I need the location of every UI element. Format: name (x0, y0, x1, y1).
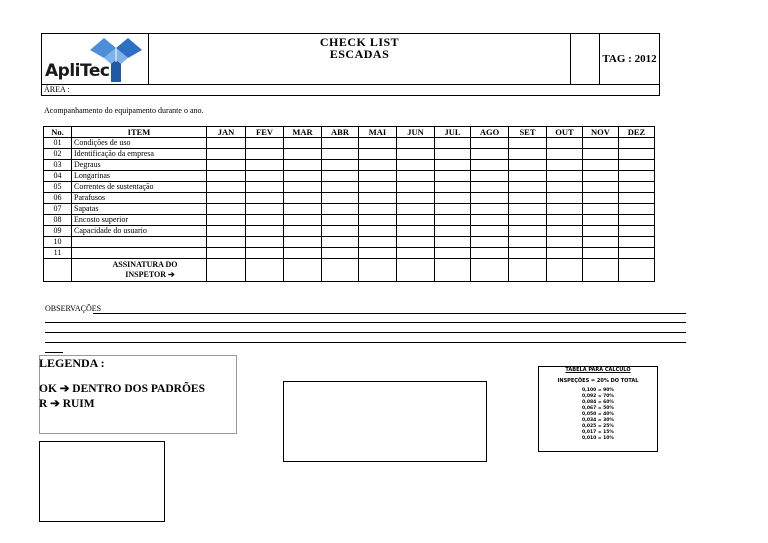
signature-blank (44, 259, 72, 282)
month-check-cell[interactable] (619, 215, 655, 226)
table-row (44, 182, 655, 193)
month-check-cell[interactable] (284, 171, 322, 182)
month-check-cell[interactable] (509, 204, 547, 215)
signature-label-line1: ASSINATURA DO (112, 260, 178, 269)
signature-cell[interactable] (322, 259, 359, 282)
table-row (44, 149, 655, 160)
month-check-cell[interactable] (207, 160, 246, 171)
month-check-cell[interactable] (547, 226, 583, 237)
row-item (72, 237, 207, 248)
month-check-cell[interactable] (435, 138, 471, 149)
month-check-cell[interactable] (471, 248, 509, 259)
month-check-cell[interactable] (509, 215, 547, 226)
month-check-cell[interactable] (322, 215, 359, 226)
table-row (44, 248, 655, 259)
month-check-cell[interactable] (471, 204, 509, 215)
month-check-cell[interactable] (284, 237, 322, 248)
checklist-table (43, 126, 655, 282)
month-check-cell[interactable] (471, 193, 509, 204)
month-check-cell[interactable] (619, 237, 655, 248)
month-check-cell[interactable] (509, 193, 547, 204)
signature-label (72, 259, 207, 282)
observation-line[interactable] (45, 322, 686, 323)
tag-label: TAG : 2012 (602, 53, 657, 65)
signature-cell[interactable] (246, 259, 284, 282)
month-check-cell[interactable] (322, 248, 359, 259)
month-check-cell[interactable] (397, 204, 435, 215)
month-check-cell[interactable] (246, 149, 284, 160)
row-number: 01 (44, 138, 72, 149)
month-check-cell[interactable] (509, 160, 547, 171)
row-item: Identificação da empresa (72, 149, 207, 160)
month-check-cell[interactable] (471, 215, 509, 226)
month-check-cell[interactable] (359, 215, 397, 226)
row-item: Encosto superior (72, 215, 207, 226)
month-check-cell[interactable] (207, 171, 246, 182)
document-header (41, 33, 660, 85)
month-check-cell[interactable] (583, 171, 619, 182)
month-check-cell[interactable] (322, 149, 359, 160)
month-check-cell[interactable] (435, 171, 471, 182)
month-check-cell[interactable] (509, 182, 547, 193)
month-check-cell[interactable] (322, 182, 359, 193)
month-check-cell[interactable] (435, 248, 471, 259)
month-check-cell[interactable] (207, 226, 246, 237)
signature-cell[interactable] (619, 259, 655, 282)
row-item: Capacidade do usuario (72, 226, 207, 237)
signature-label-line2: INSPETOR ➔ (125, 270, 175, 279)
observation-line[interactable] (45, 332, 686, 333)
month-check-cell[interactable] (322, 237, 359, 248)
area-field: ÁREA : (41, 85, 660, 96)
column-header: FEV (246, 127, 284, 138)
month-check-cell[interactable] (246, 215, 284, 226)
month-check-cell[interactable] (547, 215, 583, 226)
month-check-cell[interactable] (322, 138, 359, 149)
month-check-cell[interactable] (359, 226, 397, 237)
month-check-cell[interactable] (246, 226, 284, 237)
month-check-cell[interactable] (322, 226, 359, 237)
month-check-cell[interactable] (397, 171, 435, 182)
month-check-cell[interactable] (435, 193, 471, 204)
table-row (44, 138, 655, 149)
calc-row: 0,025 = 25% (582, 424, 614, 429)
month-check-cell[interactable] (583, 204, 619, 215)
month-check-cell[interactable] (583, 193, 619, 204)
month-check-cell[interactable] (435, 182, 471, 193)
row-number: 02 (44, 149, 72, 160)
row-item (72, 248, 207, 259)
row-number: 04 (44, 171, 72, 182)
month-check-cell[interactable] (471, 226, 509, 237)
legend-title: LEGENDA : (39, 356, 105, 370)
column-header: MAI (359, 127, 397, 138)
signature-row (44, 259, 655, 282)
row-number: 03 (44, 160, 72, 171)
month-check-cell[interactable] (435, 237, 471, 248)
month-check-cell[interactable] (284, 149, 322, 160)
signature-cell[interactable] (509, 259, 547, 282)
table-row (44, 204, 655, 215)
month-check-cell[interactable] (284, 160, 322, 171)
row-item: Longarinas (72, 171, 207, 182)
month-check-cell[interactable] (583, 138, 619, 149)
month-check-cell[interactable] (246, 193, 284, 204)
month-check-cell[interactable] (619, 182, 655, 193)
month-check-cell[interactable] (619, 171, 655, 182)
column-header: JAN (207, 127, 246, 138)
month-check-cell[interactable] (509, 171, 547, 182)
month-check-cell[interactable] (583, 237, 619, 248)
month-check-cell[interactable] (322, 160, 359, 171)
table-row (44, 215, 655, 226)
month-check-cell[interactable] (246, 182, 284, 193)
month-check-cell[interactable] (207, 193, 246, 204)
legend-ok: OK ➔ DENTRO DOS PADRÕES (39, 383, 205, 395)
column-header: AGO (471, 127, 509, 138)
month-check-cell[interactable] (284, 204, 322, 215)
month-check-cell[interactable] (284, 248, 322, 259)
month-check-cell[interactable] (246, 204, 284, 215)
calc-table (538, 366, 658, 452)
column-header: JUL (435, 127, 471, 138)
month-check-cell[interactable] (471, 160, 509, 171)
month-check-cell[interactable] (246, 237, 284, 248)
logo-cell (42, 34, 149, 84)
month-check-cell[interactable] (397, 193, 435, 204)
calc-row: 0,092 = 70% (582, 394, 614, 399)
row-number: 08 (44, 215, 72, 226)
column-header: NOV (583, 127, 619, 138)
signature-cell[interactable] (471, 259, 509, 282)
month-check-cell[interactable] (547, 160, 583, 171)
month-check-cell[interactable] (435, 215, 471, 226)
month-check-cell[interactable] (397, 149, 435, 160)
month-check-cell[interactable] (619, 226, 655, 237)
column-header: ITEM (72, 127, 207, 138)
row-number: 05 (44, 182, 72, 193)
blank-box-bottom-left (39, 441, 165, 522)
month-check-cell[interactable] (207, 204, 246, 215)
month-check-cell[interactable] (207, 248, 246, 259)
month-check-cell[interactable] (547, 204, 583, 215)
month-check-cell[interactable] (207, 237, 246, 248)
title-line-2: ESCADAS (329, 47, 390, 61)
month-check-cell[interactable] (435, 204, 471, 215)
month-check-cell[interactable] (322, 204, 359, 215)
month-check-cell[interactable] (359, 182, 397, 193)
month-check-cell[interactable] (547, 237, 583, 248)
table-header-row (44, 127, 655, 138)
month-check-cell[interactable] (619, 193, 655, 204)
month-check-cell[interactable] (322, 171, 359, 182)
month-check-cell[interactable] (509, 237, 547, 248)
month-check-cell[interactable] (471, 182, 509, 193)
month-check-cell[interactable] (284, 226, 322, 237)
month-check-cell[interactable] (397, 138, 435, 149)
month-check-cell[interactable] (397, 248, 435, 259)
signature-cell[interactable] (583, 259, 619, 282)
month-check-cell[interactable] (435, 160, 471, 171)
table-row (44, 160, 655, 171)
row-number: 11 (44, 248, 72, 259)
calc-row: 0,017 = 15% (582, 430, 614, 435)
calc-row: 0,084 = 60% (582, 400, 614, 405)
row-number: 10 (44, 237, 72, 248)
month-check-cell[interactable] (397, 160, 435, 171)
month-check-cell[interactable] (397, 215, 435, 226)
intro-text: Acompanhamento do equipamento durante o ano. (44, 106, 204, 115)
month-check-cell[interactable] (359, 160, 397, 171)
month-check-cell[interactable] (547, 193, 583, 204)
month-check-cell[interactable] (583, 248, 619, 259)
table-row (44, 237, 655, 248)
month-check-cell[interactable] (246, 171, 284, 182)
month-check-cell[interactable] (435, 226, 471, 237)
month-check-cell[interactable] (359, 149, 397, 160)
month-check-cell[interactable] (207, 215, 246, 226)
month-check-cell[interactable] (547, 248, 583, 259)
month-check-cell[interactable] (583, 182, 619, 193)
signature-cell[interactable] (207, 259, 246, 282)
month-check-cell[interactable] (359, 248, 397, 259)
observation-line[interactable] (45, 352, 63, 353)
column-header: ABR (322, 127, 359, 138)
row-number: 09 (44, 226, 72, 237)
calc-row: 0,034 = 30% (582, 418, 614, 423)
month-check-cell[interactable] (471, 149, 509, 160)
header-blank-cell (571, 34, 600, 84)
month-check-cell[interactable] (583, 160, 619, 171)
blank-box-center (283, 381, 487, 462)
month-check-cell[interactable] (619, 138, 655, 149)
month-check-cell[interactable] (284, 182, 322, 193)
month-check-cell[interactable] (284, 138, 322, 149)
month-check-cell[interactable] (583, 149, 619, 160)
signature-cell[interactable] (435, 259, 471, 282)
column-header: SET (509, 127, 547, 138)
table-row (44, 171, 655, 182)
month-check-cell[interactable] (284, 215, 322, 226)
month-check-cell[interactable] (207, 149, 246, 160)
month-check-cell[interactable] (547, 182, 583, 193)
row-item: Correntes de sustentação (72, 182, 207, 193)
month-check-cell[interactable] (435, 149, 471, 160)
signature-cell[interactable] (284, 259, 322, 282)
row-number: 07 (44, 204, 72, 215)
table-row (44, 193, 655, 204)
month-check-cell[interactable] (397, 226, 435, 237)
month-check-cell[interactable] (509, 226, 547, 237)
column-header: No. (44, 127, 72, 138)
month-check-cell[interactable] (359, 237, 397, 248)
calc-row: 0,010 = 10% (582, 436, 614, 441)
column-header: OUT (547, 127, 583, 138)
title-line-1: CHECK LIST (319, 35, 400, 49)
month-check-cell[interactable] (246, 138, 284, 149)
row-item: Condições de uso (72, 138, 207, 149)
calc-row: 0,100 = 90% (582, 388, 614, 393)
calc-table-rows (539, 388, 657, 442)
column-header: DEZ (619, 127, 655, 138)
legend-ruim: R ➔ RUIM (39, 398, 95, 410)
month-check-cell[interactable] (619, 248, 655, 259)
month-check-cell[interactable] (246, 248, 284, 259)
month-check-cell[interactable] (359, 138, 397, 149)
month-check-cell[interactable] (471, 237, 509, 248)
observation-line[interactable] (93, 313, 686, 314)
month-check-cell[interactable] (359, 204, 397, 215)
month-check-cell[interactable] (471, 171, 509, 182)
document-title (149, 34, 571, 84)
month-check-cell[interactable] (207, 182, 246, 193)
month-check-cell[interactable] (246, 160, 284, 171)
calc-row: 0,050 = 40% (582, 412, 614, 417)
observation-line[interactable] (45, 342, 686, 343)
logo-text: ApliTec (45, 61, 110, 81)
month-check-cell[interactable] (509, 138, 547, 149)
month-check-cell[interactable] (397, 237, 435, 248)
month-check-cell[interactable] (207, 138, 246, 149)
month-check-cell[interactable] (509, 149, 547, 160)
month-check-cell[interactable] (583, 215, 619, 226)
row-number: 06 (44, 193, 72, 204)
month-check-cell[interactable] (359, 171, 397, 182)
month-check-cell[interactable] (509, 248, 547, 259)
month-check-cell[interactable] (284, 193, 322, 204)
month-check-cell[interactable] (359, 193, 397, 204)
column-header: MAR (284, 127, 322, 138)
month-check-cell[interactable] (619, 160, 655, 171)
month-check-cell[interactable] (547, 171, 583, 182)
month-check-cell[interactable] (322, 193, 359, 204)
calc-table-subtitle: INSPEÇÕES = 20% DO TOTAL (557, 378, 639, 384)
calc-row: 0,067 = 50% (582, 406, 614, 411)
signature-cell[interactable] (397, 259, 435, 282)
month-check-cell[interactable] (619, 204, 655, 215)
month-check-cell[interactable] (397, 182, 435, 193)
month-check-cell[interactable] (547, 149, 583, 160)
row-item: Parafusos (72, 193, 207, 204)
signature-cell[interactable] (359, 259, 397, 282)
column-header: JUN (397, 127, 435, 138)
calc-table-title: TABELA PARA CALCULO (565, 367, 631, 373)
month-check-cell[interactable] (547, 138, 583, 149)
month-check-cell[interactable] (583, 226, 619, 237)
row-item: Sapatas (72, 204, 207, 215)
month-check-cell[interactable] (619, 149, 655, 160)
observacoes-label: OBSERVAÇÕES (45, 304, 102, 313)
table-row (44, 226, 655, 237)
signature-cell[interactable] (547, 259, 583, 282)
month-check-cell[interactable] (471, 138, 509, 149)
row-item: Degraus (72, 160, 207, 171)
